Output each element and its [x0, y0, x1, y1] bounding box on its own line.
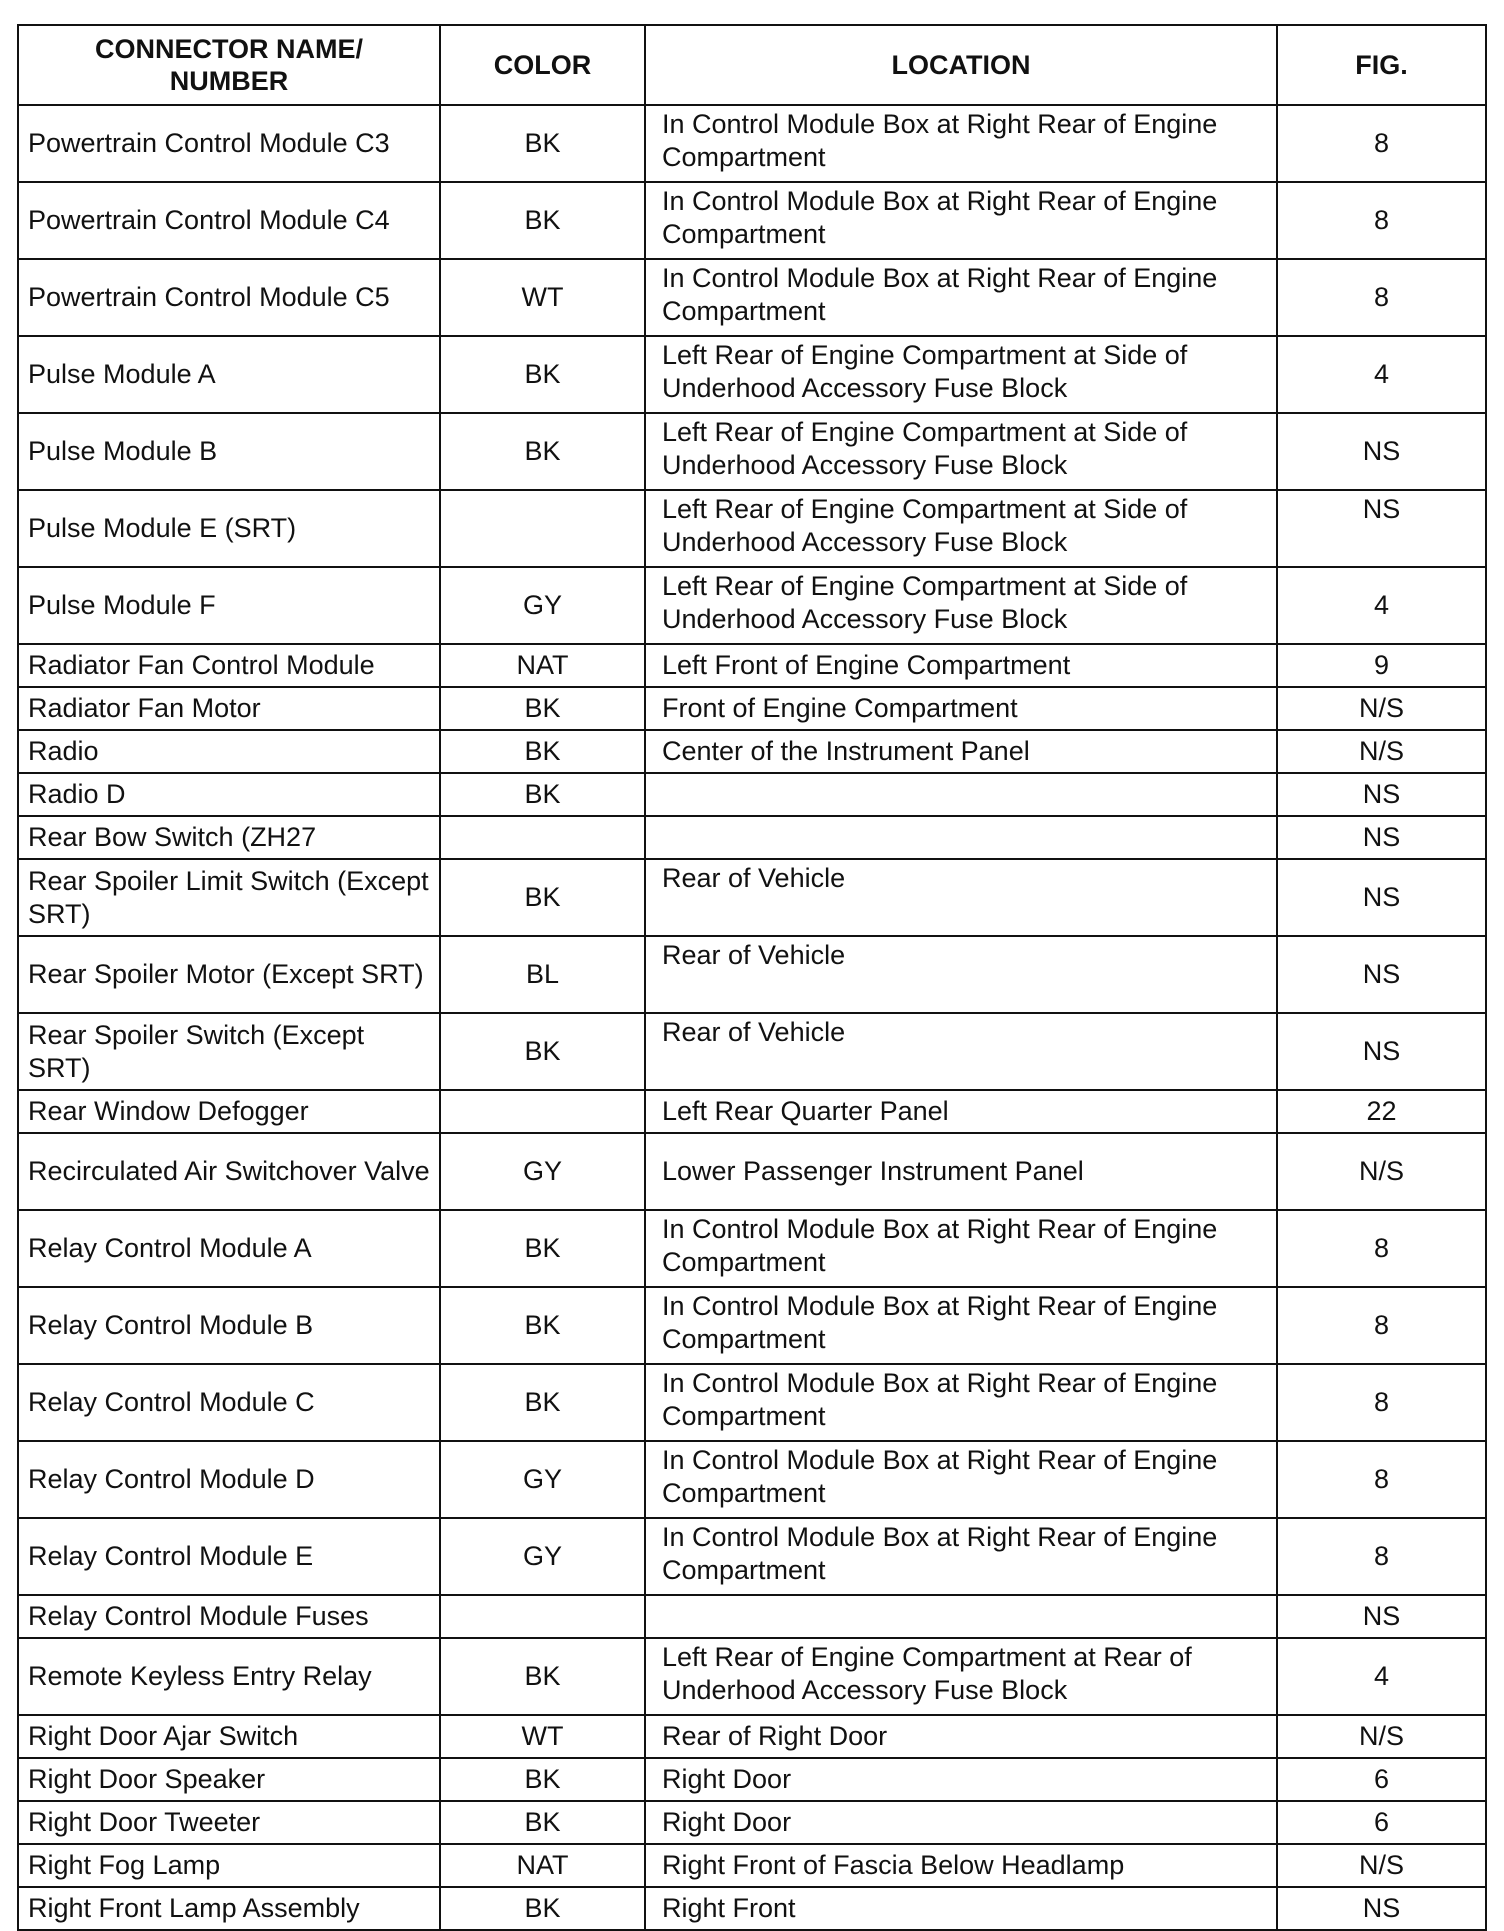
cell-location: In Control Module Box at Right Rear of Engine Compartment	[645, 1518, 1277, 1595]
cell-fig: NS	[1277, 1013, 1486, 1090]
cell-name: Relay Control Module D	[18, 1441, 440, 1518]
cell-location	[645, 773, 1277, 816]
table-row	[18, 773, 1486, 816]
cell-color	[440, 816, 645, 859]
table-row	[18, 1758, 1486, 1801]
cell-fig: N/S	[1277, 1133, 1486, 1210]
cell-location: Right Front of Fascia Below Headlamp	[645, 1844, 1277, 1887]
cell-fig: 6	[1277, 1758, 1486, 1801]
cell-location: Rear of Vehicle	[645, 859, 1277, 936]
cell-name: Radio	[18, 730, 440, 773]
cell-color: BK	[440, 687, 645, 730]
cell-location: Left Rear of Engine Compartment at Side of Underhood Accessory Fuse Block	[645, 413, 1277, 490]
cell-fig: NS	[1277, 773, 1486, 816]
cell-color: BK	[440, 1287, 645, 1364]
cell-name: Rear Window Defogger	[18, 1090, 440, 1133]
table-row	[18, 490, 1486, 567]
table-row	[18, 105, 1486, 182]
cell-location: In Control Module Box at Right Rear of Engine Compartment	[645, 105, 1277, 182]
cell-color: BK	[440, 859, 645, 936]
cell-location: In Control Module Box at Right Rear of Engine Compartment	[645, 1210, 1277, 1287]
cell-fig: 8	[1277, 1287, 1486, 1364]
cell-color: WT	[440, 259, 645, 336]
cell-color: NAT	[440, 1844, 645, 1887]
cell-color	[440, 1595, 645, 1638]
cell-location: Left Rear of Engine Compartment at Side of Underhood Accessory Fuse Block	[645, 490, 1277, 567]
table-row	[18, 1715, 1486, 1758]
cell-fig: 8	[1277, 1210, 1486, 1287]
cell-name: Relay Control Module Fuses	[18, 1595, 440, 1638]
cell-fig: NS	[1277, 1887, 1486, 1930]
cell-location	[645, 1595, 1277, 1638]
table-row	[18, 816, 1486, 859]
cell-color: BK	[440, 1013, 645, 1090]
table-row	[18, 1013, 1486, 1090]
cell-fig: 9	[1277, 644, 1486, 687]
cell-color: BK	[440, 182, 645, 259]
cell-name: Relay Control Module B	[18, 1287, 440, 1364]
header-color: COLOR	[440, 25, 645, 105]
table-body	[18, 105, 1486, 1930]
table-row	[18, 1287, 1486, 1364]
table-row	[18, 413, 1486, 490]
table-row	[18, 1364, 1486, 1441]
cell-location: Left Rear of Engine Compartment at Rear of Underhood Accessory Fuse Block	[645, 1638, 1277, 1715]
table-row	[18, 1441, 1486, 1518]
cell-color: GY	[440, 1133, 645, 1210]
cell-location: Right Door	[645, 1758, 1277, 1801]
cell-name: Powertrain Control Module C4	[18, 182, 440, 259]
cell-location: In Control Module Box at Right Rear of Engine Compartment	[645, 1441, 1277, 1518]
cell-location: Rear of Vehicle	[645, 1013, 1277, 1090]
cell-color: BK	[440, 336, 645, 413]
cell-name: Rear Bow Switch (ZH27	[18, 816, 440, 859]
table-row	[18, 1210, 1486, 1287]
cell-location: Left Rear Quarter Panel	[645, 1090, 1277, 1133]
table-row	[18, 1595, 1486, 1638]
cell-color: BK	[440, 773, 645, 816]
cell-fig: 8	[1277, 1441, 1486, 1518]
cell-fig: NS	[1277, 936, 1486, 1013]
cell-name: Pulse Module A	[18, 336, 440, 413]
cell-fig: N/S	[1277, 730, 1486, 773]
cell-color: BK	[440, 730, 645, 773]
table-row	[18, 259, 1486, 336]
cell-fig: N/S	[1277, 1844, 1486, 1887]
cell-name: Right Door Speaker	[18, 1758, 440, 1801]
cell-fig: N/S	[1277, 1715, 1486, 1758]
cell-color: NAT	[440, 644, 645, 687]
cell-color: BK	[440, 413, 645, 490]
cell-name: Radiator Fan Motor	[18, 687, 440, 730]
cell-name: Powertrain Control Module C3	[18, 105, 440, 182]
cell-color: BK	[440, 1638, 645, 1715]
cell-location: In Control Module Box at Right Rear of Engine Compartment	[645, 182, 1277, 259]
cell-location: Left Rear of Engine Compartment at Side of Underhood Accessory Fuse Block	[645, 336, 1277, 413]
table-row	[18, 1844, 1486, 1887]
cell-name: Rear Spoiler Motor (Except SRT)	[18, 936, 440, 1013]
cell-fig: 8	[1277, 1518, 1486, 1595]
header-fig: FIG.	[1277, 25, 1486, 105]
table-row	[18, 687, 1486, 730]
cell-name: Relay Control Module C	[18, 1364, 440, 1441]
cell-name: Pulse Module B	[18, 413, 440, 490]
cell-name: Radio D	[18, 773, 440, 816]
cell-name: Pulse Module E (SRT)	[18, 490, 440, 567]
cell-color: BL	[440, 936, 645, 1013]
cell-name: Right Door Tweeter	[18, 1801, 440, 1844]
table-row	[18, 1801, 1486, 1844]
table-row	[18, 567, 1486, 644]
cell-name: Remote Keyless Entry Relay	[18, 1638, 440, 1715]
cell-color: BK	[440, 1210, 645, 1287]
cell-name: Right Front Lamp Assembly	[18, 1887, 440, 1930]
cell-location: Lower Passenger Instrument Panel	[645, 1133, 1277, 1210]
cell-color	[440, 490, 645, 567]
cell-name: Right Fog Lamp	[18, 1844, 440, 1887]
cell-color: GY	[440, 1518, 645, 1595]
cell-name: Right Door Ajar Switch	[18, 1715, 440, 1758]
table-row	[18, 1518, 1486, 1595]
cell-fig: NS	[1277, 1595, 1486, 1638]
table-row	[18, 644, 1486, 687]
cell-location: Rear of Vehicle	[645, 936, 1277, 1013]
cell-location: In Control Module Box at Right Rear of Engine Compartment	[645, 1364, 1277, 1441]
cell-name: Recirculated Air Switchover Valve	[18, 1133, 440, 1210]
cell-fig: 8	[1277, 105, 1486, 182]
cell-color: BK	[440, 1364, 645, 1441]
header-location: LOCATION	[645, 25, 1277, 105]
cell-fig: NS	[1277, 490, 1486, 567]
cell-color	[440, 1090, 645, 1133]
cell-color: BK	[440, 1801, 645, 1844]
cell-location: Front of Engine Compartment	[645, 687, 1277, 730]
cell-fig: 22	[1277, 1090, 1486, 1133]
cell-name: Rear Spoiler Limit Switch (Except SRT)	[18, 859, 440, 936]
cell-color: BK	[440, 105, 645, 182]
cell-fig: 8	[1277, 259, 1486, 336]
table-row	[18, 1133, 1486, 1210]
table-row	[18, 1887, 1486, 1930]
table-row	[18, 730, 1486, 773]
cell-fig: 8	[1277, 1364, 1486, 1441]
cell-color: GY	[440, 567, 645, 644]
cell-name: Radiator Fan Control Module	[18, 644, 440, 687]
table-row	[18, 1090, 1486, 1133]
cell-fig: N/S	[1277, 687, 1486, 730]
connector-table	[17, 24, 1487, 1931]
cell-location: Right Door	[645, 1801, 1277, 1844]
cell-name: Relay Control Module E	[18, 1518, 440, 1595]
table-row	[18, 182, 1486, 259]
cell-fig: 4	[1277, 567, 1486, 644]
cell-color: BK	[440, 1758, 645, 1801]
cell-name: Rear Spoiler Switch (Except SRT)	[18, 1013, 440, 1090]
cell-color: BK	[440, 1887, 645, 1930]
cell-fig: 4	[1277, 1638, 1486, 1715]
cell-location: In Control Module Box at Right Rear of Engine Compartment	[645, 259, 1277, 336]
cell-location: In Control Module Box at Right Rear of Engine Compartment	[645, 1287, 1277, 1364]
cell-location: Right Front	[645, 1887, 1277, 1930]
cell-fig: NS	[1277, 859, 1486, 936]
cell-fig: NS	[1277, 413, 1486, 490]
cell-location: Left Front of Engine Compartment	[645, 644, 1277, 687]
table-row	[18, 336, 1486, 413]
header-row	[18, 25, 1486, 105]
cell-fig: 4	[1277, 336, 1486, 413]
cell-fig: 8	[1277, 182, 1486, 259]
cell-name: Powertrain Control Module C5	[18, 259, 440, 336]
table-row	[18, 1638, 1486, 1715]
cell-name: Relay Control Module A	[18, 1210, 440, 1287]
cell-color: GY	[440, 1441, 645, 1518]
header-name: CONNECTOR NAME/ NUMBER	[18, 25, 440, 105]
cell-location: Rear of Right Door	[645, 1715, 1277, 1758]
cell-location: Left Rear of Engine Compartment at Side of Underhood Accessory Fuse Block	[645, 567, 1277, 644]
cell-color: WT	[440, 1715, 645, 1758]
cell-location	[645, 816, 1277, 859]
cell-fig: NS	[1277, 816, 1486, 859]
cell-location: Center of the Instrument Panel	[645, 730, 1277, 773]
table-row	[18, 859, 1486, 936]
cell-name: Pulse Module F	[18, 567, 440, 644]
table-row	[18, 936, 1486, 1013]
cell-fig: 6	[1277, 1801, 1486, 1844]
